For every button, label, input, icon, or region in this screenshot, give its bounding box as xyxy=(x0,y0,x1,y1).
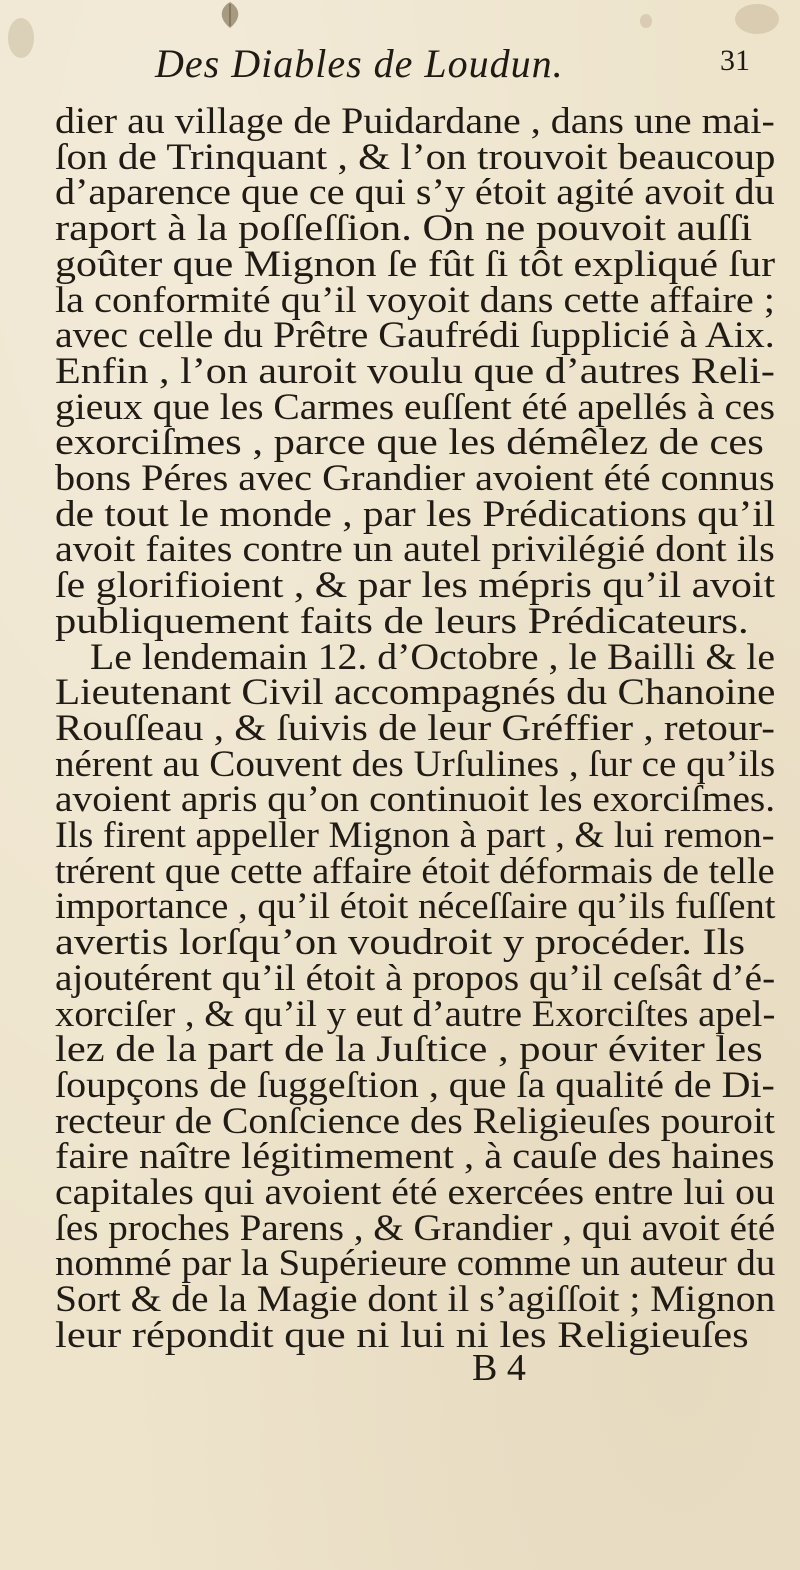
text-line: la conformité qu’il voyoit dans cette affaire ; xyxy=(55,279,776,321)
text-line: trérent que cette affaire étoit déformais de telle xyxy=(55,850,775,892)
text-line: exorciſmes , parce que les démêlez de ces xyxy=(55,422,764,464)
paper-stain xyxy=(640,14,652,28)
text-line: Enfin , l’on auroit voulu que d’autres Reli- xyxy=(55,350,775,392)
signature-mark: B 4 xyxy=(472,1346,526,1389)
text-line: nérent au Couvent des Urſulines , ſur ce qu’ils xyxy=(55,743,776,785)
page-header xyxy=(0,40,800,96)
text-line: Sort & de la Magie dont il s’agiſſoit ; Mignon xyxy=(55,1279,776,1321)
text-line: d’aparence que ce qui s’y étoit agité avoit du xyxy=(55,172,775,214)
text-line: dier au village de Puidardane , dans une mai- xyxy=(55,101,775,142)
text-line: lez de la part de la Juſtice , pour éviter les xyxy=(55,1029,763,1071)
text-line: ſes proches Parens , & Grandier , qui avoit été xyxy=(55,1207,776,1249)
text-line: goûter que Mignon ſe fût ſi tôt expliqué ſur xyxy=(55,243,776,285)
text-line: ſoupçons de ſuggeſtion , que ſa qualité de Di- xyxy=(55,1064,775,1106)
text-line: nommé par la Supérieure comme un auteur du xyxy=(55,1243,776,1285)
text-line: avoient apris qu’on continuoit les exorciſmes. xyxy=(55,779,776,821)
text-line: de tout le monde , par les Prédications qu’il xyxy=(55,493,776,535)
text-line: ſon de Trinquant , & l’on trouvoit beaucoup xyxy=(55,136,776,178)
text-line: recteur de Conſcience des Religieuſes pouroit xyxy=(55,1100,775,1142)
running-title: Des Diables de Loudun. xyxy=(155,41,564,86)
text-line: ajoutérent qu’il étoit à propos qu’il ceſsât d’é- xyxy=(55,957,776,999)
text-line: publiquement faits de leurs Prédicateurs. xyxy=(55,600,749,642)
text-line: gieux que les Carmes euſſent été apellés à ces xyxy=(55,386,775,428)
text-line: xorciſer , & qu’il y eut d’autre Exorciſtes apel- xyxy=(55,993,776,1035)
text-line: Ils firent appeller Mignon à part , & lui remon- xyxy=(55,815,775,856)
text-line: Le lendemain 12. d’Octobre , le Bailli & le xyxy=(90,636,776,678)
text-line: capitales qui avoient été exercées entre lui ou xyxy=(55,1172,775,1213)
text-line: ſe glorifioient , & par les mépris qu’il avoit xyxy=(55,565,776,607)
paper-stain xyxy=(735,4,779,34)
text-line: avec celle du Prêtre Gaufrédi ſupplicié à Aix. xyxy=(55,315,775,357)
text-line: raport à la poſſeſſion. On ne pouvoit auſſi xyxy=(55,208,753,250)
text-line: Lieutenant Civil accompagnés du Chanoine xyxy=(55,672,776,714)
text-line: bons Péres avec Grandier avoient été connus xyxy=(55,458,775,499)
leaf-ornament-icon xyxy=(210,0,250,30)
text-line: faire naître légitimement , à cauſe des haines xyxy=(55,1136,775,1178)
text-line: leur répondit que ni lui ni les Religieuſes xyxy=(55,1314,749,1356)
text-line: avertis lorſqu’on voudroit y procéder. Ils xyxy=(55,922,746,964)
text-line: Rouſſeau , & ſuivis de leur Gréffier , retour- xyxy=(55,707,775,749)
text-line: importance , qu’il étoit néceſſaire qu’ils fuſſent xyxy=(55,886,776,928)
page-number: 31 xyxy=(720,44,750,77)
text-line: avoit faites contre un autel privilégié dont ils xyxy=(55,529,775,571)
